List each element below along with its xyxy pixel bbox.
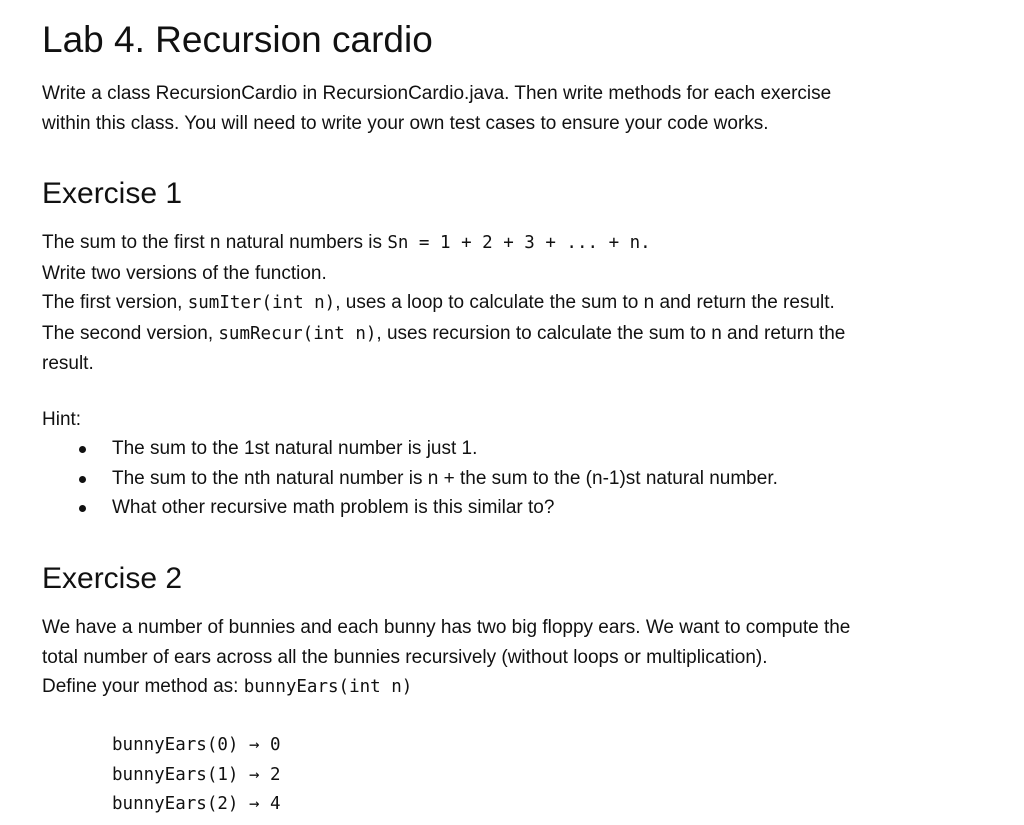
bullet-icon bbox=[79, 446, 86, 453]
first-version-prefix: The first version, bbox=[42, 292, 188, 313]
hint-item bbox=[42, 464, 778, 494]
exercise-1-description bbox=[42, 228, 982, 379]
exercise-2-heading: Exercise 2 bbox=[42, 562, 183, 595]
bunnies-line-1: We have a number of bunnies and each bunny has two big floppy ears. We want to compute the bbox=[42, 617, 851, 638]
sum-formula-code: Sn = 1 + 2 + 3 + ... + n. bbox=[387, 233, 651, 253]
hint-item bbox=[42, 434, 778, 464]
hint-text: The sum to the 1st natural number is just 1. bbox=[112, 438, 478, 459]
bunny-ears-signature-code: bunnyEars(int n) bbox=[243, 677, 413, 697]
hint-item bbox=[42, 493, 778, 523]
second-version-line bbox=[42, 319, 982, 350]
sum-recur-code: sumRecur(int n) bbox=[218, 323, 377, 344]
example-line: bunnyEars(2) → 4 bbox=[112, 794, 281, 814]
exercise-1-heading: Exercise 1 bbox=[42, 177, 183, 210]
example-line: bunnyEars(0) → 0 bbox=[112, 735, 281, 755]
second-version-wrap: result. bbox=[42, 353, 94, 374]
bunnies-line-2: total number of ears across all the bunnies recursively (without loops or multiplication). bbox=[42, 646, 768, 668]
intro-line-2: within this class. You will need to write your own test cases to ensure your code works. bbox=[42, 112, 769, 134]
sum-definition-text: The sum to the first n natural numbers is bbox=[42, 232, 388, 253]
bullet-icon bbox=[79, 476, 86, 483]
bullet-icon bbox=[79, 505, 86, 512]
two-versions-line: Write two versions of the function. bbox=[42, 262, 327, 284]
first-version-suffix: , uses a loop to calculate the sum to n and return the result. bbox=[335, 292, 835, 313]
hint-list bbox=[42, 434, 778, 523]
sum-definition-line bbox=[42, 228, 982, 259]
sum-iter-code: sumIter(int n) bbox=[187, 293, 336, 313]
intro-line-1: Write a class RecursionCardio in RecursionCardio.java. Then write methods for each exercise bbox=[42, 83, 832, 104]
hint-text: The sum to the nth natural number is n + the sum to the (n-1)st natural number. bbox=[112, 467, 778, 489]
second-version-prefix: The second version, bbox=[42, 322, 219, 344]
define-method-prefix: Define your method as: bbox=[42, 676, 244, 697]
first-version-line bbox=[42, 288, 982, 319]
define-method-line bbox=[42, 672, 982, 703]
hint-label: Hint: bbox=[42, 409, 82, 430]
example-line: bunnyEars(1) → 2 bbox=[112, 764, 281, 785]
page-title: Lab 4. Recursion cardio bbox=[42, 19, 433, 60]
bunny-ears-examples bbox=[112, 731, 281, 820]
intro-paragraph bbox=[42, 79, 982, 138]
hint-text: What other recursive math problem is this similar to? bbox=[112, 497, 555, 518]
second-version-suffix: , uses recursion to calculate the sum to n and return the bbox=[376, 322, 846, 344]
exercise-2-description bbox=[42, 613, 982, 703]
